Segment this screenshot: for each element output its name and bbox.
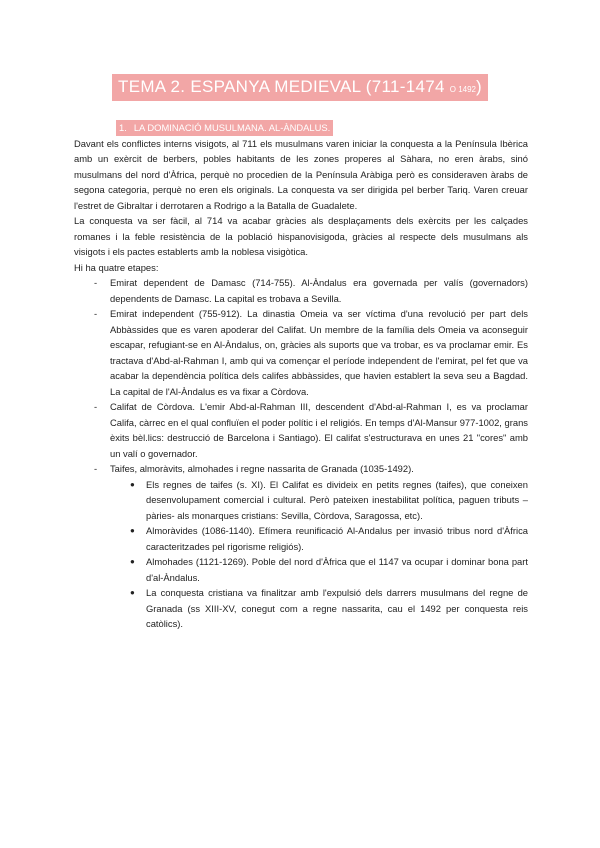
substage-item — [110, 477, 528, 524]
stage-item — [74, 461, 528, 632]
document-body — [74, 120, 528, 632]
substage-text: La conquesta cristiana va finalitzar amb l'expulsió dels darrers musulmans del regne de Granada (ss XIII-XV, conegut com a regne nassarita, cau el 1492 per conquesta reis catòlics). — [146, 587, 528, 629]
substages-list — [110, 477, 528, 632]
title-close: ) — [476, 77, 482, 96]
dash-marker: - — [94, 277, 98, 288]
page-title — [112, 74, 488, 101]
substage-text: Almoràvides (1086-1140). Efímera reunificació Al-Andalus per invasió tribus nord d'Àfrica caracteritzades pel rigorisme religiós). — [146, 525, 528, 552]
substage-item — [110, 523, 528, 554]
stage-item — [74, 275, 528, 306]
stage-text: Califat de Còrdova. L'emir Abd-al-Rahman III, descendent d'Abd-al-Rahman I, es va proclamar Califa, càrrec en el qual confluïen el poder polític i el religiós. En temps d'Al-Mansur 977-1002, grans èxits bèl.lics: destrucció de Barcelona i Santiago). El califat s'estructurava en unes 21 "cores" amb un valí o governador. — [110, 401, 528, 459]
substage-item — [110, 554, 528, 585]
stages-list — [74, 275, 528, 632]
section-label: LA DOMINACIÓ MUSULMANA. AL-ÀNDALUS. — [133, 122, 331, 133]
dash-marker: - — [94, 463, 98, 474]
paragraph-stages-intro: Hi ha quatre etapes: — [74, 261, 159, 273]
title-sub: O 1492 — [449, 85, 477, 94]
stage-text: Taifes, almoràvits, almohades i regne nassarita de Granada (1035-1492). — [110, 463, 414, 474]
substage-item — [110, 585, 528, 632]
title-main: TEMA 2. ESPANYA MEDIEVAL (711-1474 — [118, 77, 450, 96]
stage-item — [74, 306, 528, 399]
substage-text: Almohades (1121-1269). Poble del nord d'Àfrica que el 1147 va ocupar i dominar bona part d'al-Àndalus. — [146, 556, 528, 583]
bullet-icon: ● — [130, 479, 135, 489]
stage-item — [74, 399, 528, 461]
section-number: 1. — [119, 122, 127, 133]
bullet-icon: ● — [130, 557, 135, 566]
substage-text: Els regnes de taifes (s. XI). El Califat es divideix en petits regnes (taifes), que coneixen desenvolupament comercial i cultural. Però pateixen inestabilitat política, paguen tributs –pàries- als monarques cristians: Sevilla, Còrdova, Saragossa, etc). — [146, 478, 528, 521]
title-wrap — [0, 74, 600, 101]
paragraph-conquest: La conquesta va ser fàcil, al 714 va acabar gràcies als desplaçaments dels exèrcits per les calçades romanes i la feble resistència de la població hispanovisigoda, gràcies al respecte dels musulmans als visigots i els pactes establerts amb la noblesa visigòtica. — [74, 215, 528, 257]
stage-text: Emirat independent (755-912). La dinastia Omeia va ser víctima d'una revolució per part dels Abbàssides que es varen apoderar del Califat. Un membre de la família dels Omeia va aconseguir escapar, refugiant-se en Al-Àndalus, on, gràcies als suports que va trobar, es va proclamar emir. Es tractava d'Abd-al-Rahman I, amb qui va començar el període independent de l'emirat, pel fet que va acabar la dependència política dels califes abbàssides, que havien establert la seva seu a Bagdad. La capital de l'Al-Àndalus es va fixar a Còrdova. — [110, 308, 528, 397]
section-heading — [116, 120, 333, 136]
dash-marker: - — [94, 401, 98, 412]
stage-text: Emirat dependent de Damasc (714-755). Al-Àndalus era governada per valís (governadors) dependents de Damasc. La capital es trobava a Sevilla. — [110, 277, 528, 304]
dash-marker: - — [94, 308, 98, 319]
paragraph-intro: Davant els conflictes interns visigots, al 711 els musulmans varen iniciar la conquesta a la Península Ibèrica amb un exèrcit de berbers, pobles habitants de les zones properes al Sàhara, no eren àrabs, sinó musulmans del nord d'Àfrica, perquè no procedien de la Península Aràbiga però es consideraven àrabs de segona categoria, perquè no eren els originals. La conquesta va ser dirigida pel berber Tariq. Varen creuar l'estret de Gibraltar i derrotaren a Rodrigo a la Batalla de Guadalete. — [74, 137, 528, 211]
bullet-icon: ● — [130, 526, 135, 535]
bullet-icon: ● — [130, 588, 135, 597]
